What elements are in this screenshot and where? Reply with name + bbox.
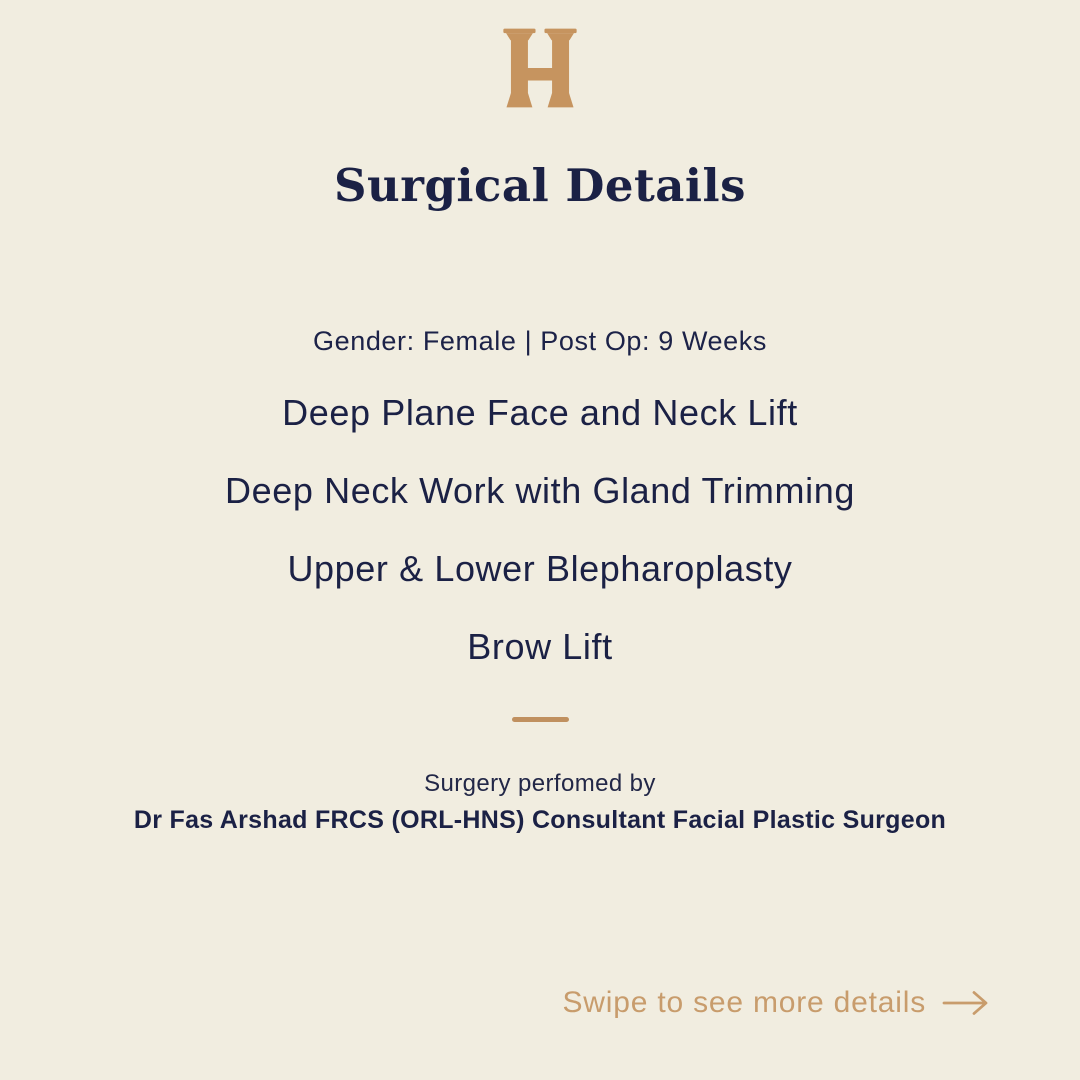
arrow-right-icon	[942, 989, 990, 1017]
procedure-item-1: Deep Plane Face and Neck Lift	[282, 392, 798, 433]
procedure-item-2: Deep Neck Work with Gland Trimming	[225, 470, 855, 511]
procedure-list	[225, 374, 855, 686]
patient-info: Gender: Female | Post Op: 9 Weeks	[312, 326, 767, 356]
page-title: Surgical Details	[334, 159, 746, 212]
surgeon-credit	[134, 768, 946, 837]
procedure-item-4: Brow Lift	[467, 626, 613, 667]
surgeon-name: Dr Fas Arshad FRCS (ORL-HNS) Consultant Facial Plastic Surgeon	[133, 806, 947, 834]
procedure-item-3: Upper & Lower Blepharoplasty	[287, 548, 793, 589]
divider	[512, 717, 569, 722]
credit-intro: Surgery perfomed by	[424, 770, 656, 797]
brand-logo	[498, 28, 582, 108]
swipe-label: Swipe to see more details	[562, 986, 926, 1019]
column-h-logo-icon	[498, 28, 582, 108]
swipe-cta[interactable]	[562, 986, 990, 1020]
